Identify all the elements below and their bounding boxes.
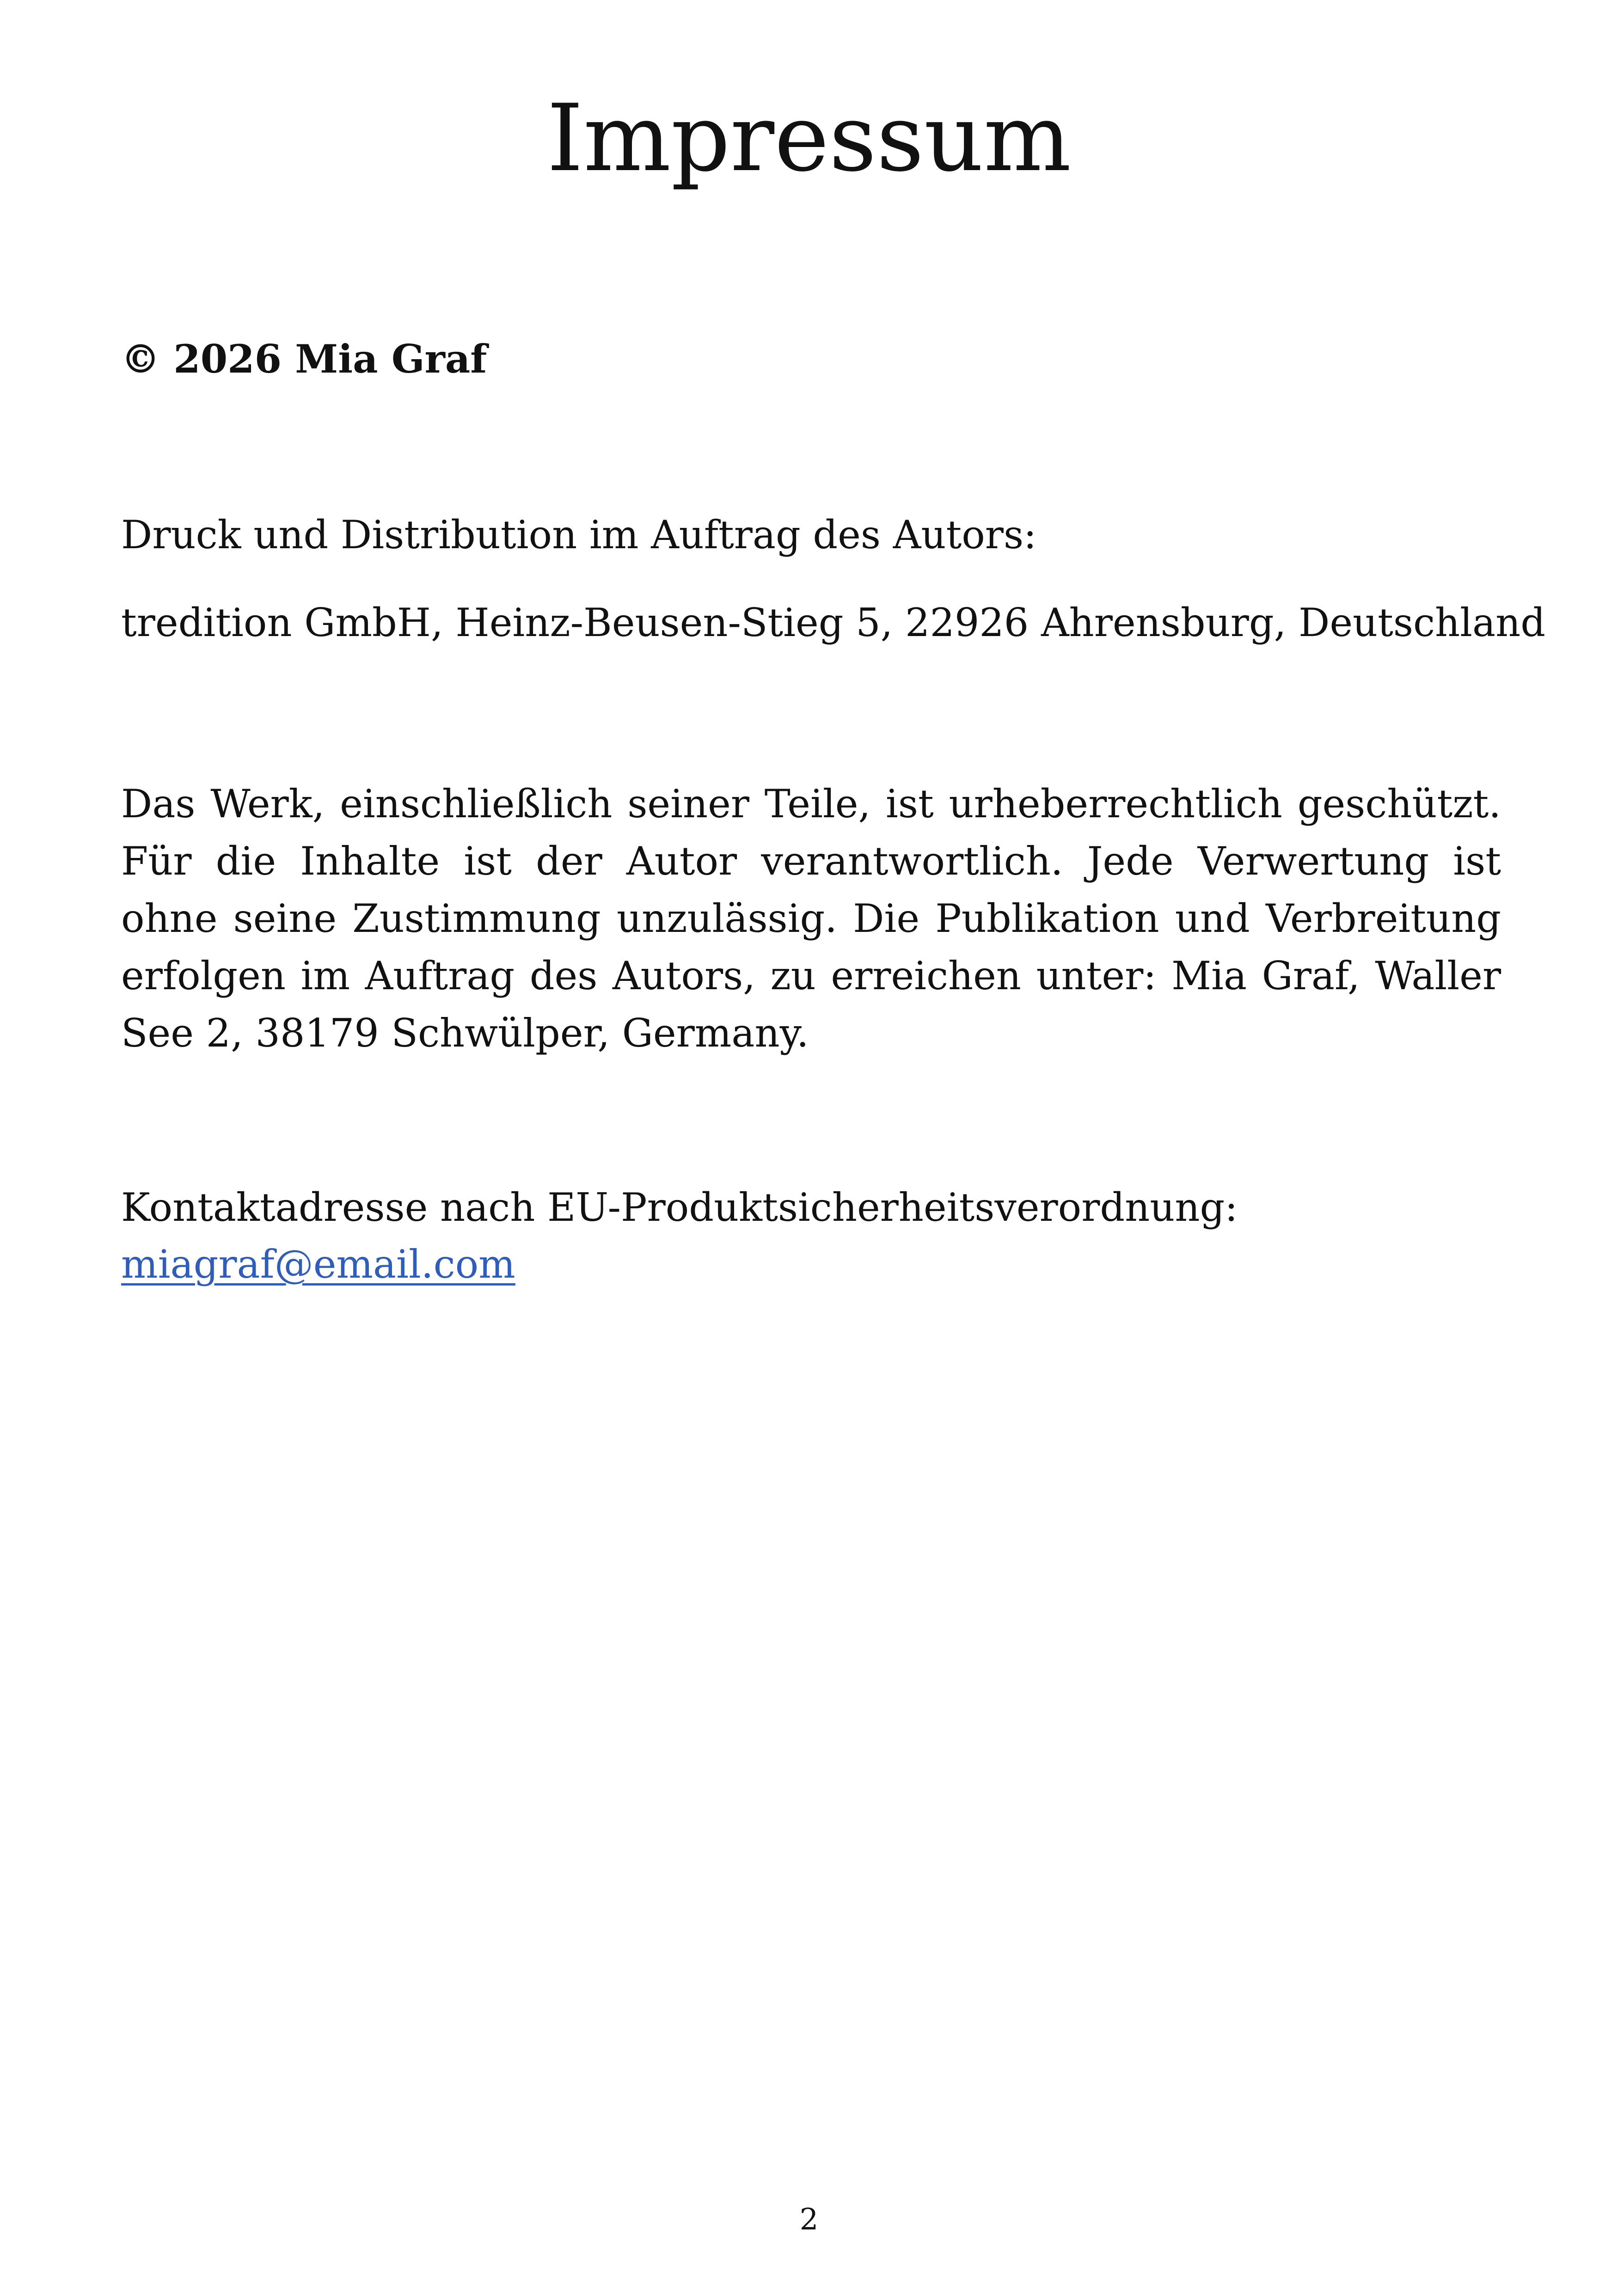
page-title: Impressum bbox=[546, 85, 1072, 192]
legal-notice: Das Werk, einschließlich seiner Teile, ist urheberrechtlich geschützt. Für die Inhalte ist der Autor verantwortlich. Jede Verwertung ist ohne seine Zustimmung unzulässig. Die Publikation und Verbreitung erfolgen im Auftrag des Autors, zu erreichen unter: Mia Graf, Waller See 2, 38179 Schwülper, Germany. bbox=[121, 781, 1501, 1056]
copyright-notice: © 2026 Mia Graf bbox=[121, 336, 487, 382]
publisher-address: tredition GmbH, Heinz-Beusen-Stieg 5, 22926 Ahrensburg, Deutschland bbox=[121, 600, 1545, 645]
contact-address-label: Kontaktadresse nach EU-Produktsicherheitsverordnung: bbox=[121, 1185, 1238, 1230]
contact-email-link[interactable]: miagraf@email.com bbox=[121, 1242, 515, 1287]
page-number: 2 bbox=[799, 2203, 819, 2237]
print-distribution-label: Druck und Distribution im Auftrag des Autors: bbox=[121, 512, 1037, 557]
